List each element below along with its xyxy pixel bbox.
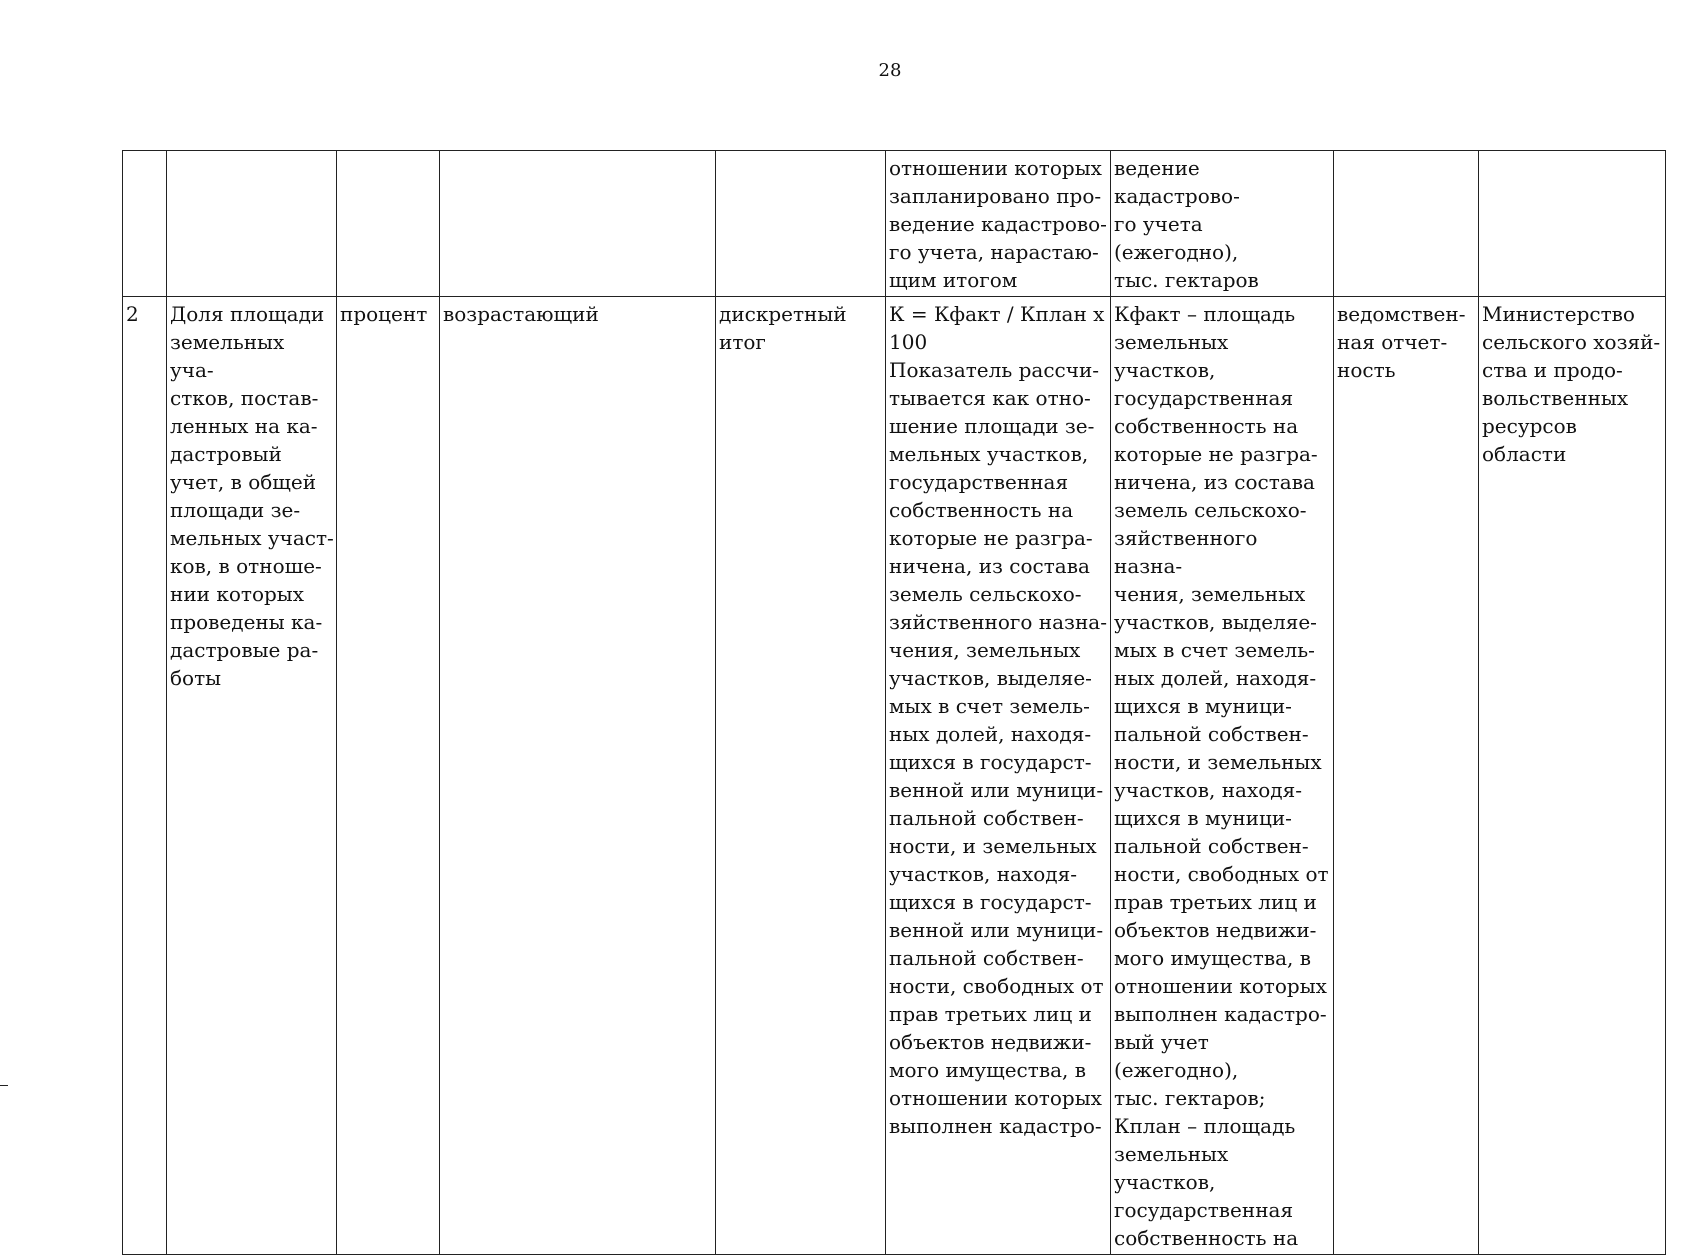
table-row-2 [123,297,1666,1255]
cell-source [1334,151,1479,297]
cell-dynamics: возрастающий [440,297,716,1255]
cell-formula: К = Кфакт / Кплан х 100 Показатель рассчи- тывается как отно- шение площади зе- мельных участков, государственная собственность на которые не разгра- ничена, из состава земель сельскохо- зяйственного назна- чения, земельных участков, выделяе- мых в счет земель- ных долей, находя- щихся в государст- венной или муници- пальной собствен- ности, и земельных участков, находя- щихся в государст- венной или муници- пальной собствен- ности, свободных от прав третьих лиц и объектов недвижи- мого имущества, в отношении которых выполнен кадастро- [886,297,1111,1255]
cell-dynamics [440,151,716,297]
cell-formula: отношении которых запланировано про- ведение кадастрово- го учета, нарастаю- щим итогом [886,151,1111,297]
cell-unit [337,151,440,297]
cell-definition: Кфакт – площадь земельных участков, государственная собственность на которые не разгра- ничена, из состава земель сельскохо- зяйственного назна- чения, земельных участков, выделяе- мых в счет земель- ных долей, находя- щихся в муници- пальной собствен- ности, и земельных участков, находя- щихся в муници- пальной собствен- ности, свободных от прав третьих лиц и объектов недвижи- мого имущества, в отношении которых выполнен кадастро- вый учет (ежегодно), тыс. гектаров; Кплан – площадь земельных участков, государственная собственность на [1111,297,1334,1255]
cell-responsible [1479,151,1666,297]
cell-definition: ведение кадастрово- го учета (ежегодно), тыс. гектаров [1111,151,1334,297]
margin-mark [0,1085,8,1086]
cell-unit: процент [337,297,440,1255]
cell-source: ведомствен- ная отчет- ность [1334,297,1479,1255]
cell-num [123,151,167,297]
page-number: 28 [878,60,902,81]
cell-num: 2 [123,297,167,1255]
cell-accumulation: дискретный итог [716,297,886,1255]
indicator-table [122,150,1666,1255]
cell-name [167,151,337,297]
table-row-continuation [123,151,1666,297]
cell-name: Доля площади земельных уча- стков, постав- ленных на ка- дастровый учет, в общей площади зе- мельных участ- ков, в отноше- нии которых проведены ка- дастровые ра- боты [167,297,337,1255]
cell-accumulation [716,151,886,297]
cell-responsible: Министерство сельского хозяй- ства и продо- вольственных ресурсов области [1479,297,1666,1255]
